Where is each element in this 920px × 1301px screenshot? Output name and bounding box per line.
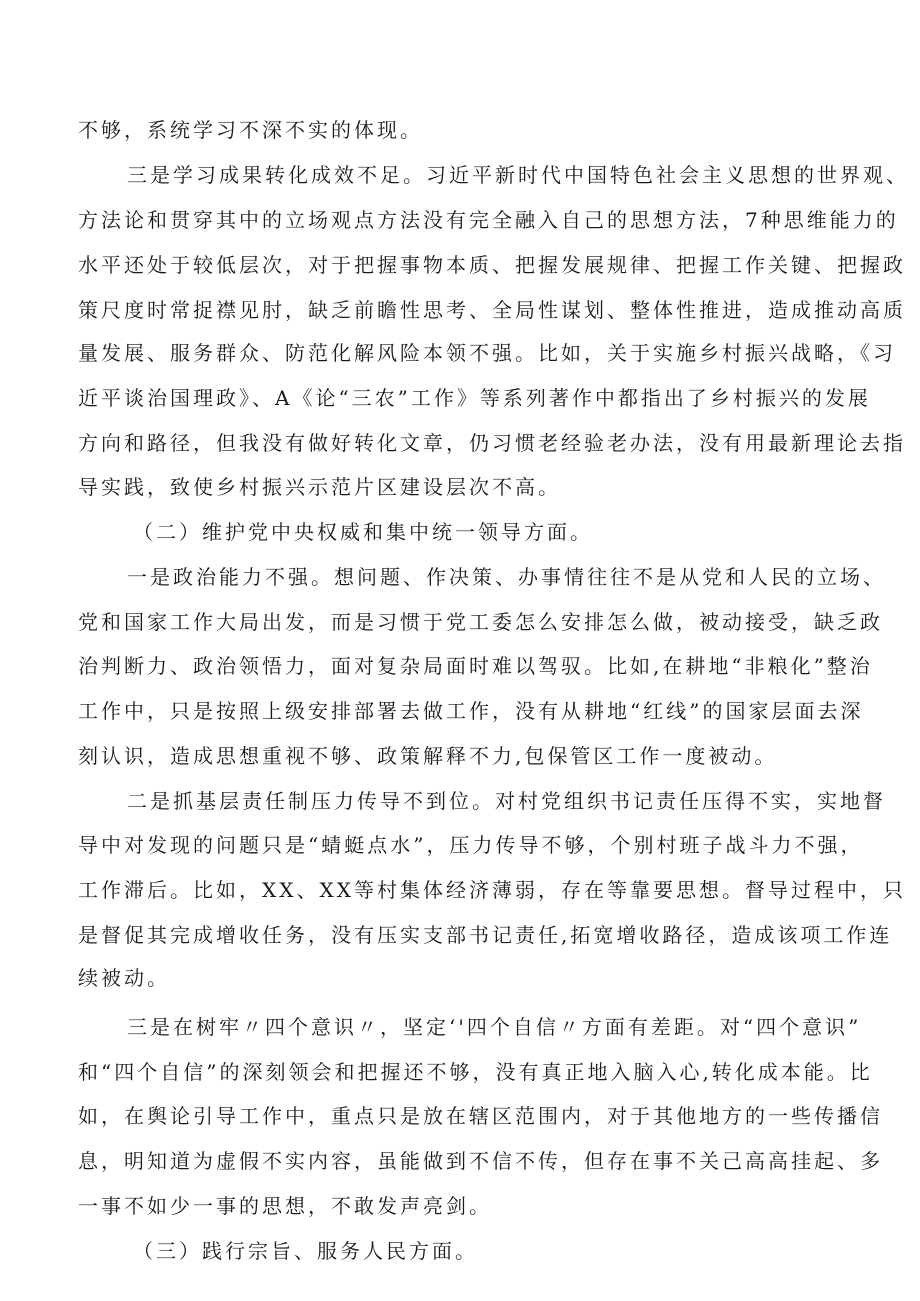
- text-line: 方法论和贯穿其中的立场观点方法没有完全融入自己的思想方法，7种思维能力的: [78, 208, 899, 232]
- text-line: 和“四个自信”的深刻领会和把握还不够，没有真正地入脑入心,转化成本能。比: [78, 1060, 873, 1084]
- section-heading: （三）践行宗旨、服务人民方面。: [133, 1239, 478, 1263]
- text-line: 续被动。: [78, 966, 170, 990]
- text-line: 一是政治能力不强。想问题、作决策、办事情往往不是从党和人民的立场、: [127, 565, 886, 589]
- text-line: 党和国家工作大局出发，而是习惯于党工委怎么安排怎么做，被动接受，缺乏政: [78, 610, 883, 634]
- section-heading: （二）维护党中央权威和集中统一领导方面。: [133, 520, 593, 544]
- text-line: 治判断力、政治领悟力，面对复杂局面时难以驾驭。比如,在耕地“非粮化”整治: [78, 654, 873, 678]
- text-line: 导实践，致使乡村振兴示范片区建设层次不高。: [78, 475, 561, 499]
- text-line: 策尺度时常捉襟见肘，缺乏前瞻性思考、全局性谋划、整体性推进，造成推动高质: [78, 298, 906, 322]
- text-line: 三是学习成果转化成效不足。习近平新时代中国特色社会主义思想的世界观、: [127, 163, 909, 187]
- text-line: 水平还处于较低层次，对于把握事物本质、把握发展规律、把握工作关键、把握政: [78, 253, 906, 277]
- text-line: 量发展、服务群众、防范化解风险本领不强。比如，关于实施乡村振兴战略，《习: [78, 341, 896, 365]
- text-line: 不够，系统学习不深不实的体现。: [78, 118, 423, 142]
- text-line: 是督促其完成增收任务，没有压实支部书记责任,拓宽增收路径，造成该项工作连: [78, 923, 893, 947]
- text-line: 方向和路径，但我没有做好转化文章，仍习惯老经验老办法，没有用最新理论去指: [78, 431, 906, 455]
- text-line: 刻认识，造成思想重视不够、政策解释不力,包保管区工作一度被动。: [78, 744, 778, 768]
- text-line: 一事不如少一事的思想，不敢发声亮剑。: [78, 1194, 492, 1218]
- text-line: 二是抓基层责任制压力传导不到位。对村党组织书记责任压得不实，实地督: [127, 789, 886, 813]
- text-line: 导中对发现的问题只是“蜻蜓点水”，压力传导不够，个别村班子战斗力不强，: [78, 833, 864, 857]
- text-line: 如，在舆论引导工作中，重点只是放在辖区范围内，对于其他地方的一些传播信: [78, 1104, 883, 1128]
- text-line: 工作滞后。比如，XX、XX等村集体经济薄弱，存在等靠要思想。督导过程中，只: [78, 878, 906, 902]
- text-line: 工作中，只是按照上级安排部署去做工作，没有从耕地“红线”的国家层面去深: [78, 699, 864, 723]
- text-line: 息，明知道为虚假不实内容，虽能做到不信不传，但存在事不关己高高挂起、多: [78, 1149, 883, 1173]
- text-line: 三是在树牢〃四个意识〃，坚定‘'四个自信〃方面有差距。对“四个意识”: [127, 1015, 862, 1039]
- text-line: 近平谈治国理政》、A《论“三农”工作》等系列著作中都指出了乡村振兴的发展: [78, 386, 871, 410]
